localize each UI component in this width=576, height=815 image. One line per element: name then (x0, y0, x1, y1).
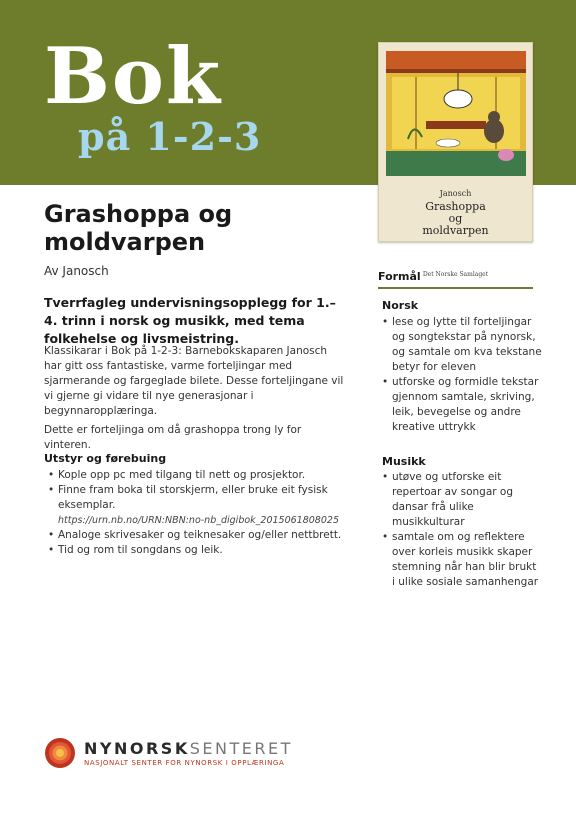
cover-publisher: Det Norske Samlaget (422, 271, 489, 278)
list-item-text: Kople opp pc med tilgang til nett og prosjektor. (58, 469, 306, 481)
author-line: Av Janosch (44, 264, 109, 278)
musikk-heading: Musikk (382, 455, 426, 468)
cover-title-line: og (448, 212, 463, 225)
norsk-list (382, 315, 542, 435)
list-item-text: Tid og rom til songdans og leik. (58, 544, 223, 556)
story-paragraph: Dette er forteljinga om då grashoppa trong ly for vinteren. (44, 424, 302, 451)
lead-paragraph: Tverrfagleg undervisningsopplegg for 1.–4. trinn i norsk og musikk, med tema folkehelse og livsmeistring. (44, 295, 336, 346)
cover-illustration (386, 51, 526, 176)
equipment-list (48, 468, 368, 558)
list-item: • utforske og formidle tekstar gjennom samtale, skriving, leik, bevegelse og andre kreative uttrykk (382, 375, 542, 435)
footer-brand-part2: SENTERET (189, 739, 293, 758)
list-item: • samtale om og reflektere over korleis musikk skaper stemning når han blir brukt i ulike sosiale samanhengar (382, 530, 542, 590)
footer-subtitle: NASJONALT SENTER FOR NYNORSK I OPPLÆRINGA (84, 759, 285, 767)
page-title: Grashoppa og moldvarpen (44, 200, 233, 256)
cover-title-line: moldvarpen (422, 224, 489, 237)
norsk-heading: Norsk (382, 299, 419, 312)
purpose-heading: Formål (378, 270, 421, 283)
footer-brand-part1: NYNORSK (84, 739, 190, 758)
book-url-link[interactable]: https://urn.nb.no/URN:NBN:no-nb_digibok_2015061808025 (58, 515, 339, 526)
footer-brand-name (84, 739, 293, 758)
list-item (48, 483, 368, 528)
list-item-text: Analoge skrivesaker og teiknesaker og/eller nettbrett. (58, 529, 342, 541)
cover-title (379, 201, 532, 237)
musikk-list (382, 470, 542, 590)
list-item-text: Finne fram boka til storskjerm, eller bruke eit fysisk eksemplar. (58, 484, 328, 511)
nynorsksenteret-logo-icon (44, 737, 76, 769)
intro-paragraph: Klassikarar i Bok på 1-2-3: Barnebokskaparen Janosch har gitt oss fantastiske, varme forteljingar med sjarmerande og fargeglade bilete. Desse forteljingane vil vi gjerne gi vidare til nye generasjonar i begynnaropplæringa. (44, 345, 344, 417)
list-item: • utøve og utforske eit repertoar av songar og dansar frå ulike musikkulturar (382, 470, 542, 530)
list-item (48, 543, 368, 558)
purpose-divider (378, 287, 533, 289)
list-item (48, 528, 368, 543)
cover-title-line: Grashoppa (425, 200, 486, 213)
cover-author: Janosch (439, 189, 472, 198)
logo-subtitle: på 1-2-3 (78, 114, 262, 159)
list-item (48, 468, 368, 483)
equipment-heading: Utstyr og førebuing (44, 452, 167, 465)
logo-title: Bok (44, 31, 222, 122)
list-item: • lese og lytte til forteljingar og songtekstar på nynorsk, og samtale om kva tekstane betyr for eleven (382, 315, 542, 375)
